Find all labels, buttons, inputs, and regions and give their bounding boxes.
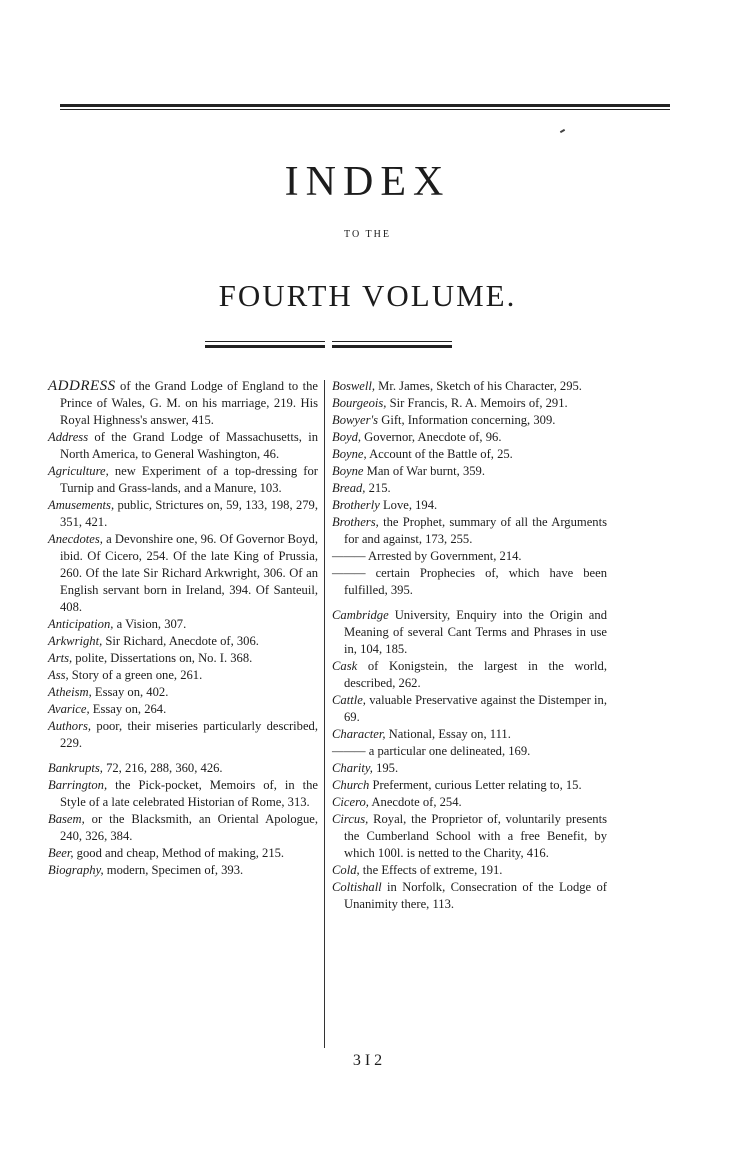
index-entry [332,463,607,480]
entry-text: public, Strictures on, 59, 133, 198, 279, 351, 421. [60,498,318,529]
index-entry [48,718,318,752]
entry-heading: Boyne [332,464,364,478]
entry-heading: Ass, [48,668,69,682]
entry-heading: Beer, [48,846,74,860]
index-entry [332,658,607,692]
entry-heading: Boyd, [332,430,362,444]
entry-heading: Basem, [48,812,85,826]
entry-text: 215. [365,481,391,495]
entry-text: poor, their miseries particularly described, 229. [60,719,318,750]
ornament-rule-right [332,341,452,348]
entry-text: Essay on, 402. [91,685,169,699]
index-column-right [332,378,607,913]
top-double-rule [60,104,670,110]
entry-text: the Prophet, summary of all the Arguments for and against, 173, 255. [344,515,607,546]
entry-text: 72, 216, 288, 360, 426. [102,761,223,775]
entry-text: good and cheap, Method of making, 215. [73,846,285,860]
entry-heading: Authors, [48,719,92,733]
entry-heading: Cattle, [332,693,366,707]
entry-text: Gift, Information concerning, 309. [378,413,556,427]
entry-text: Royal, the Proprietor of, voluntarily presents the Cumberland School with a free Benefit, by which 100l. is netted to the Charity, 416. [344,812,607,860]
entry-text: in Norfolk, Consecration of the Lodge of Unanimity there, 113. [344,880,607,911]
entry-text: of Konigstein, the largest in the world, described, 262. [344,659,607,690]
index-entry [332,565,607,599]
entry-heading: Charity, [332,761,373,775]
index-entry [48,862,318,879]
index-entry [48,777,318,811]
index-column-left [48,378,318,879]
index-entry [332,794,607,811]
entry-text: Essay on, 264. [89,702,167,716]
index-entry [48,684,318,701]
entry-heading: Circus, [332,812,369,826]
entry-heading: Anecdotes, [48,532,103,546]
index-entry [332,692,607,726]
index-entry [332,480,607,497]
entry-text: Sir Richard, Anecdote of, 306. [102,634,259,648]
entry-text: the Effects of extreme, 191. [359,863,503,877]
entry-text: Love, 194. [379,498,438,512]
entry-heading: Amusements, [48,498,115,512]
entry-heading: Avarice, [48,702,90,716]
index-entry [332,429,607,446]
index-entry [332,760,607,777]
entry-text: a Vision, 307. [113,617,187,631]
index-entry [48,531,318,616]
entry-text: the Pick-pocket, Memoirs of, in the Style of a late celebrated Historian of Rome, 313. [60,778,318,809]
index-entry [48,811,318,845]
index-entry [332,497,607,514]
index-entry [332,446,607,463]
entry-heading: Bankrupts, [48,761,103,775]
entry-text: a particular one delineated, 169. [365,744,531,758]
entry-heading: Cambridge [332,608,389,622]
index-entry [332,412,607,429]
entry-heading: Bowyer's [332,413,379,427]
index-entry [48,760,318,777]
entry-heading: Character, [332,727,386,741]
entry-heading: Brotherly [332,498,380,512]
entry-heading: Atheism, [48,685,92,699]
entry-text: of the Grand Lodge of England to the Prince of Wales, G. M. on his marriage, 219. His Royal Highness's answer, 415. [60,379,318,427]
entry-heading: ——— [332,744,366,758]
volume-title: FOURTH VOLUME. [218,278,517,313]
index-entry [332,743,607,760]
index-entry [48,463,318,497]
entry-heading: Cicero, [332,795,369,809]
entry-text: Man of War burnt, 359. [363,464,485,478]
entry-text: Story of a green one, 261. [68,668,203,682]
entry-text: a Devonshire one, 96. Of Governor Boyd, ibid. Of Cicero, 254. Of the late King of Prussia, 260. Of the late Sir Richard Arkwright, 306. Of an English servant born in Ireland, 394. Of Santeuil, 408. [60,532,318,614]
entry-text: or the Blacksmith, an Oriental Apologue, 240, 326, 384. [60,812,318,843]
page-title: INDEX [284,159,451,205]
entry-heading: ——— [332,549,366,563]
entry-heading: Brothers, [332,515,379,529]
index-entry [332,548,607,565]
index-entry [48,701,318,718]
entry-text: Preferment, curious Letter relating to, 15. [369,778,582,792]
entry-text: modern, Specimen of, 393. [103,863,244,877]
index-entry [48,845,318,862]
entry-text: polite, Dissertations on, No. I. 368. [72,651,253,665]
entry-heading: Boswell, [332,379,376,393]
index-entry [48,650,318,667]
entry-heading: Cold, [332,863,360,877]
index-entry [332,378,607,395]
ink-fleck [560,129,565,133]
entry-text: valuable Preservative against the Distemper in, 69. [344,693,607,724]
entry-heading: Church [332,778,370,792]
entry-heading: Barrington, [48,778,108,792]
entry-heading: ADDRESS [48,378,116,394]
index-entry [332,862,607,879]
index-entry [332,607,607,658]
entry-text: Governor, Anecdote of, 96. [361,430,502,444]
column-divider [324,380,325,1048]
page-subtitle: TO THE [344,229,391,240]
entry-heading: Coltishall [332,880,382,894]
entry-text: 195. [372,761,399,775]
index-entry [332,395,607,412]
index-entry [332,777,607,794]
index-entry [48,616,318,633]
entry-heading: Bread, [332,481,366,495]
page-signature: 3 I 2 [352,1052,383,1069]
index-entry [48,633,318,650]
entry-heading: Anticipation, [48,617,114,631]
index-entry [332,726,607,743]
entry-heading: Boyne, [332,447,367,461]
entry-heading: Biography, [48,863,104,877]
index-entry [48,667,318,684]
entry-text: Anecdote of, 254. [368,795,462,809]
entry-heading: Arts, [48,651,73,665]
entry-text: National, Essay on, 111. [385,727,511,741]
entry-text: Arrested by Government, 214. [365,549,522,563]
index-entry [332,879,607,913]
entry-text: new Experiment of a top-dressing for Turnip and Grass-lands, and a Manure, 103. [60,464,318,495]
entry-heading: Agriculture, [48,464,109,478]
index-entry [332,811,607,862]
entry-text: University, Enquiry into the Origin and Meaning of several Cant Terms and Phrases in use in, 104, 185. [344,608,607,656]
entry-heading: Arkwright, [48,634,103,648]
index-entry [48,429,318,463]
entry-text: certain Prophecies of, which have been fulfilled, 395. [344,566,607,597]
entry-text: Sir Francis, R. A. Memoirs of, 291. [386,396,568,410]
entry-text: Account of the Battle of, 25. [366,447,513,461]
entry-heading: Bourgeois, [332,396,387,410]
entry-text: of the Grand Lodge of Massachusetts, in North America, to General Washington, 46. [60,430,318,461]
entry-heading: ——— [332,566,366,580]
index-entry [48,497,318,531]
ornament-rule-left [205,341,325,348]
entry-heading: Address [48,430,89,444]
entry-text: Mr. James, Sketch of his Character, 295. [375,379,582,393]
index-entry [48,378,318,429]
index-entry [332,514,607,548]
entry-heading: Cask [332,659,358,673]
